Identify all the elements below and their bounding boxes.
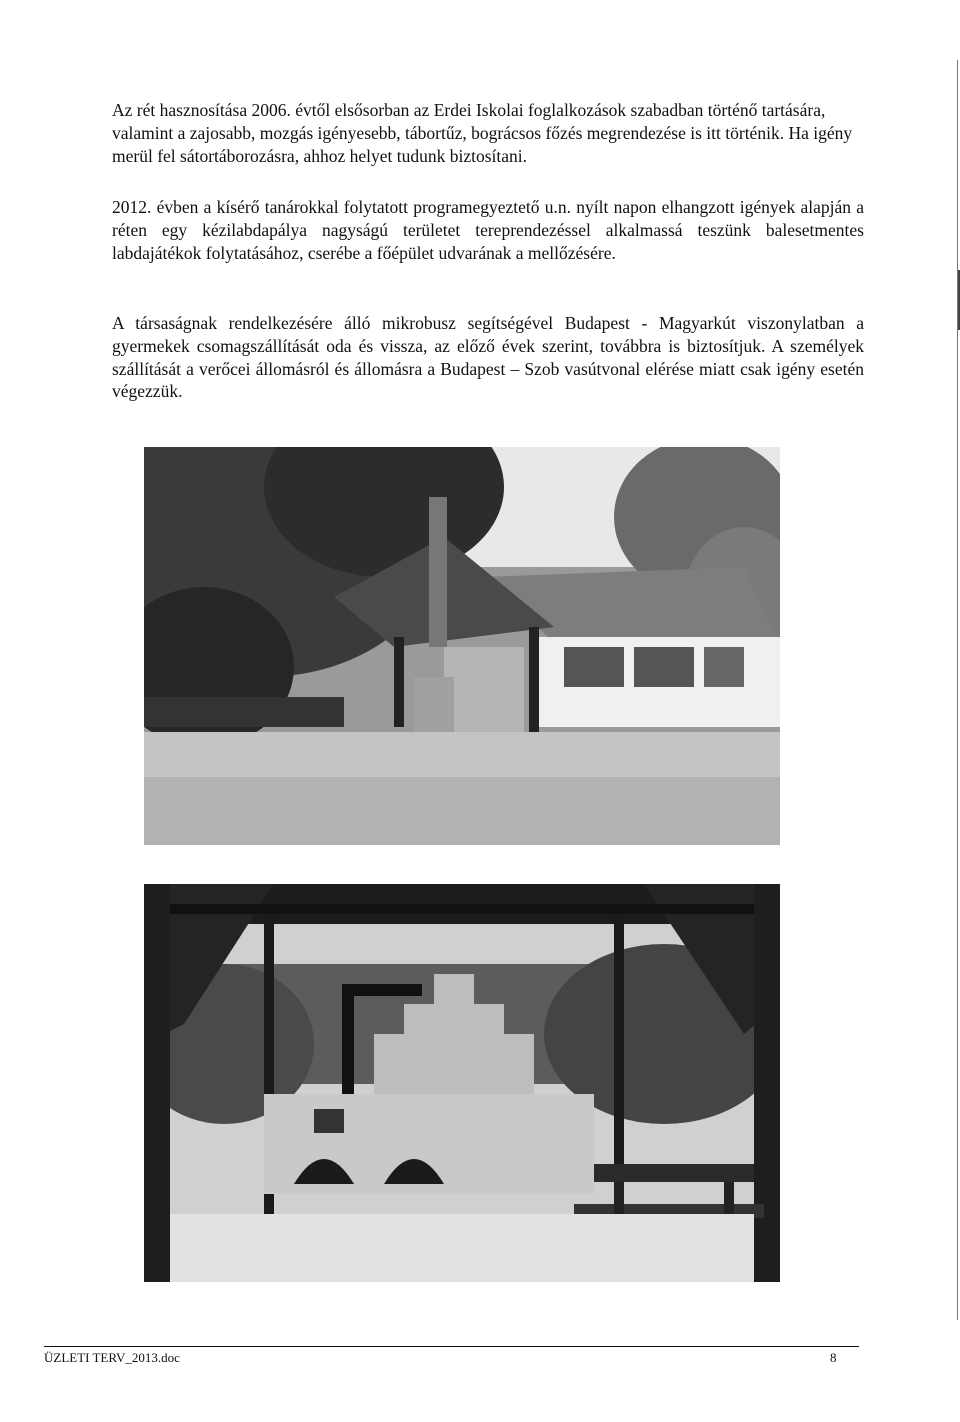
paragraph-2: 2012. évben a kísérő tanárokkal folytatott programegyeztető u.n. nyílt napon elhangzott igények alapján a réten egy kézilabdapálya nagyságú területet tereprendezéssel alkalmassá teszünk balesetmentes labdajátékok folytatásához, cserébe a főépület udvarának a mellőzésére.: [112, 197, 864, 263]
footer-divider: [44, 1346, 859, 1347]
photo-garden-shelter-image: [144, 447, 780, 845]
scan-edge-line: [957, 60, 958, 1320]
paragraph-1: Az rét hasznosítása 2006. évtől elsősorban az Erdei Iskolai foglalkozások szabadban történő tartására, valamint a zajosabb, mozgás igényesebb, tábortűz, bográcsos főzés megrendezése is itt történik. Ha igény merül fel sátortáborozásra, ahhoz helyet tudunk biztosítani.: [112, 100, 853, 166]
photo-brick-oven: [144, 884, 780, 1282]
photo-brick-oven-image: [144, 884, 780, 1282]
photo-garden-shelter: [144, 447, 780, 845]
paragraph-3: A társaságnak rendelkezésére álló mikrobusz segítségével Budapest - Magyarkút viszonylatban a gyermekek csomagszállítását oda és vissza, az előző évek szerint, továbbra is biztosítjuk. A személyek szállítását a verőcei állomásról és állomásra a Budapest – Szob vasútvonal elérése miatt csak igény esetén végezzük.: [112, 313, 864, 402]
footer-filename: ÜZLETI TERV_2013.doc: [44, 1350, 180, 1365]
footer-page-number: 8: [830, 1350, 837, 1365]
